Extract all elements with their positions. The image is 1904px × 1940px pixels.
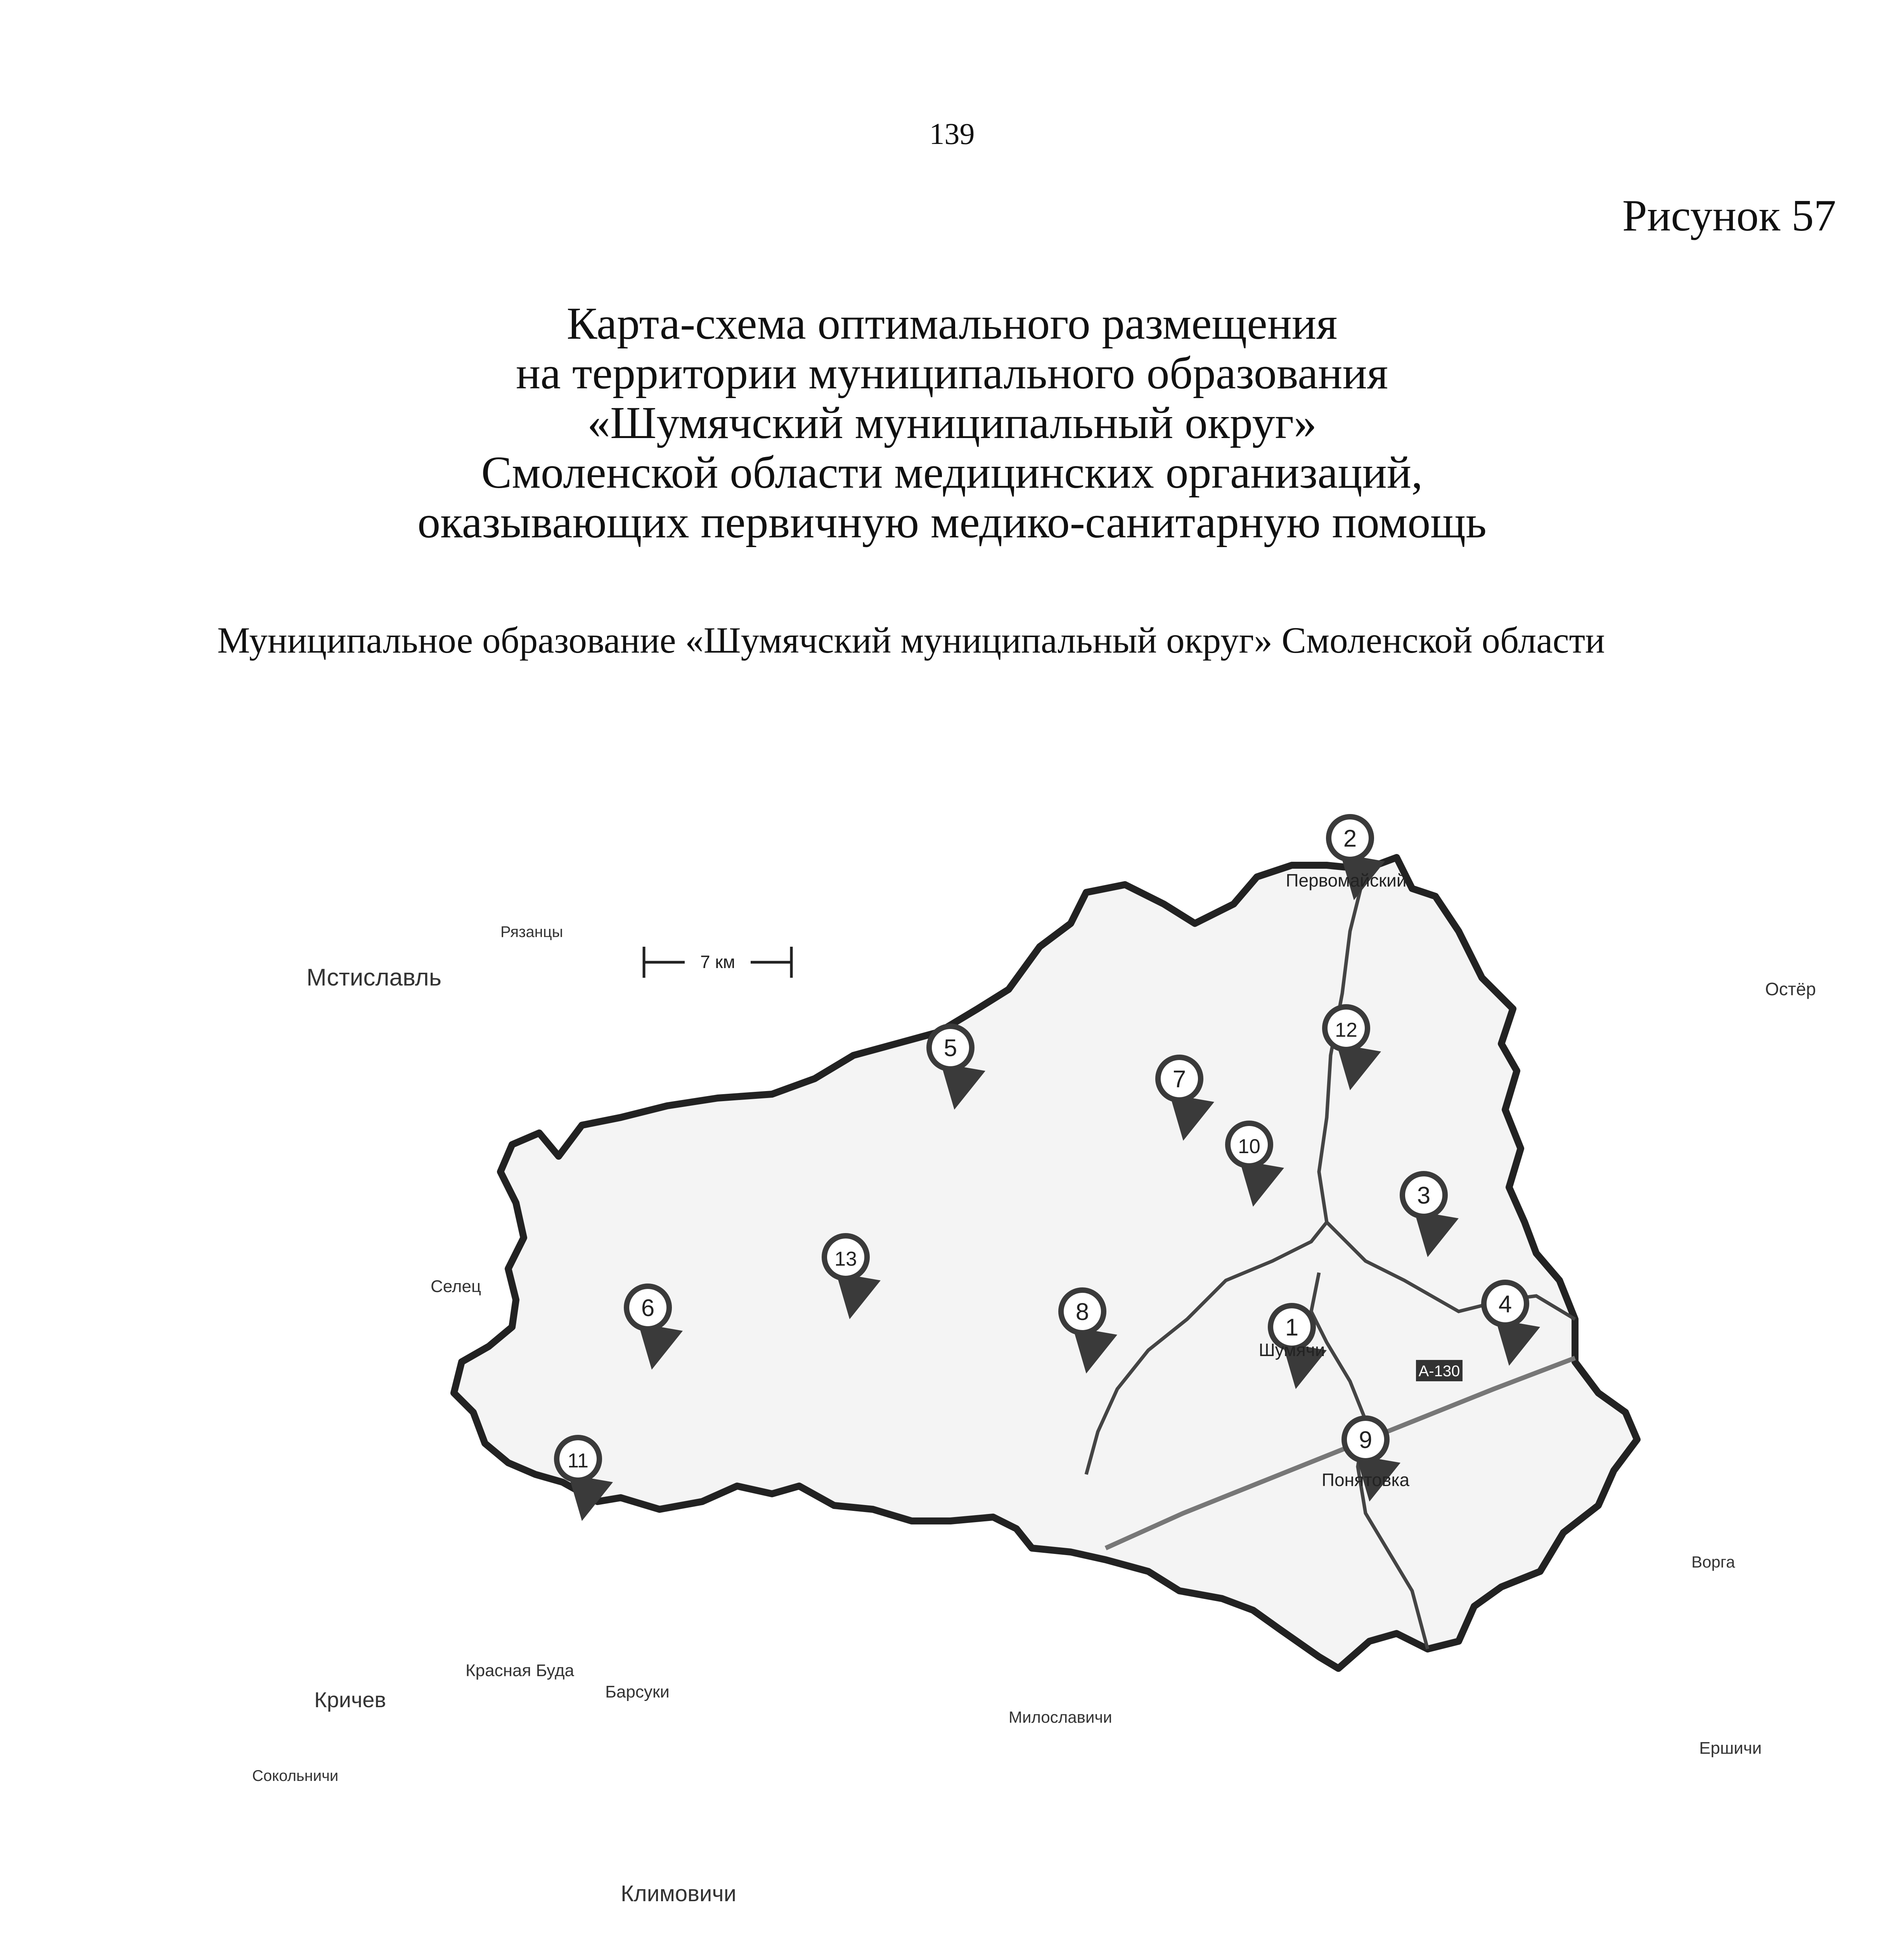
- place-label: Климовичи: [621, 1881, 736, 1906]
- place-label: Красная Буда: [466, 1661, 574, 1680]
- scale-bar: [644, 947, 791, 978]
- marker-number: 4: [1498, 1291, 1512, 1318]
- marker-place-label: Шумячи: [1258, 1340, 1325, 1360]
- marker-number: 13: [834, 1248, 857, 1270]
- marker-place-label: Понятовка: [1321, 1470, 1410, 1490]
- marker-number: 10: [1238, 1135, 1260, 1158]
- map-caption: Муниципальное образование «Шумячский муниципальный округ» Смоленской области: [217, 620, 1605, 661]
- place-label: Сокольничи: [252, 1767, 339, 1784]
- page-number: 139: [929, 117, 975, 151]
- place-label: Барсуки: [605, 1682, 670, 1701]
- title-line: Карта-схема оптимального размещения: [566, 298, 1338, 349]
- marker-number: 1: [1285, 1314, 1299, 1341]
- place-label: Ворга: [1691, 1553, 1735, 1571]
- marker-number: 2: [1343, 825, 1357, 852]
- marker-number: 8: [1075, 1299, 1089, 1325]
- marker-number: 5: [943, 1035, 957, 1062]
- figure-label: Рисунок 57: [1622, 191, 1836, 240]
- marker-place-label: Первомайский: [1286, 870, 1407, 890]
- place-label: Рязанцы: [500, 923, 563, 941]
- place-label: Мстиславль: [306, 964, 442, 991]
- district-boundary: [454, 857, 1637, 1668]
- marker-number: 6: [641, 1295, 655, 1322]
- place-label: Ершичи: [1699, 1739, 1762, 1758]
- road-label: А-130: [1418, 1363, 1460, 1380]
- marker-number: 3: [1417, 1182, 1431, 1209]
- title-line: на территории муниципального образования: [516, 348, 1388, 398]
- place-label: Милославичи: [1009, 1708, 1112, 1726]
- marker-number: 11: [568, 1450, 589, 1472]
- title-line: «Шумячский муниципальный округ»: [587, 397, 1317, 448]
- title-line: Смоленской области медицинских организаций,: [481, 447, 1423, 498]
- marker-number: 9: [1359, 1427, 1373, 1453]
- place-label: Селец: [431, 1277, 481, 1296]
- marker-number: 12: [1335, 1019, 1357, 1041]
- marker-number: 7: [1172, 1066, 1186, 1093]
- place-label: Кричев: [314, 1687, 386, 1712]
- scale-label: 7 км: [700, 952, 736, 972]
- place-label: Остёр: [1765, 979, 1816, 999]
- title-line: оказывающих первичную медико-санитарную помощь: [417, 497, 1487, 547]
